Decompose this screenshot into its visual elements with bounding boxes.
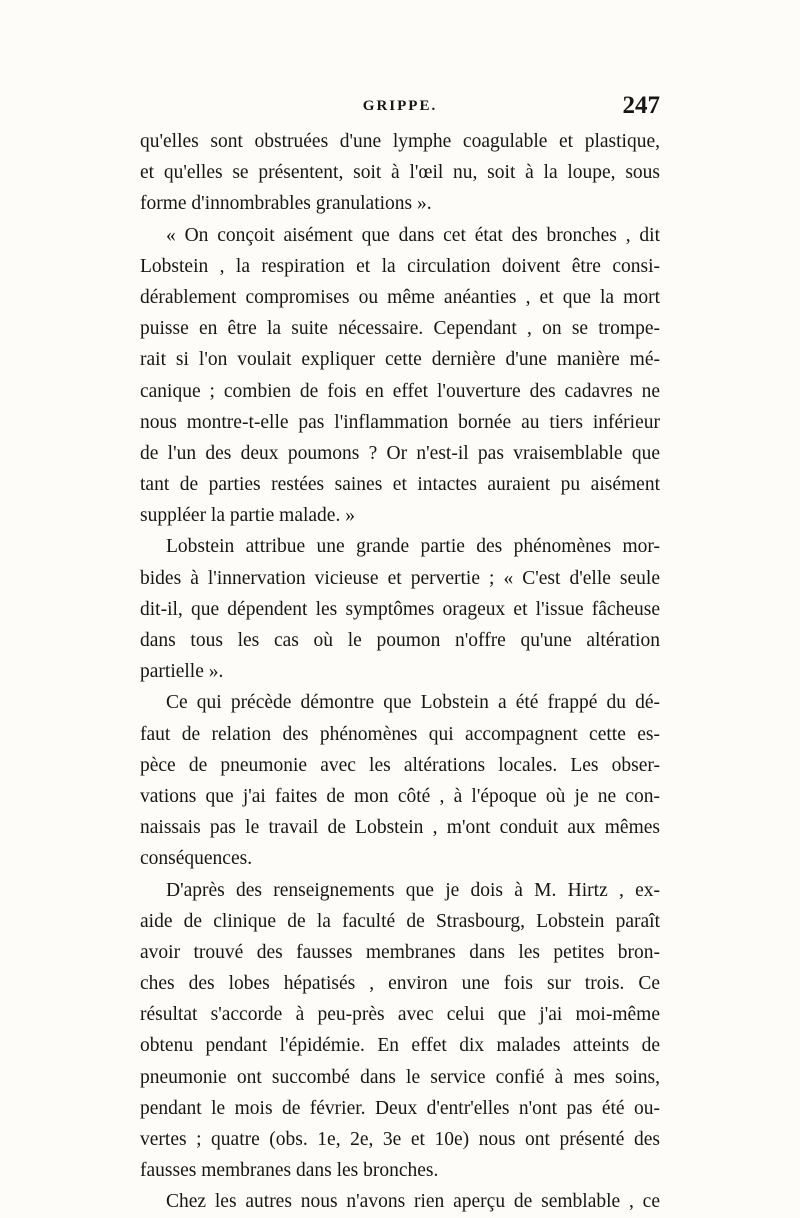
text-line: fausses membranes dans les bronches.: [140, 1160, 439, 1182]
text-line: bides à l'innervation vicieuse et pervertie ; « C'est d'elle seule: [140, 567, 660, 589]
text-line: et qu'elles se présentent, soit à l'œil nu, soit à la loupe, sous: [140, 162, 660, 184]
text-line: ches des lobes hépatisés , environ une fois sur trois. Ce: [140, 973, 660, 995]
text-line: puisse en être la suite nécessaire. Cependant , on se trompe-: [140, 318, 660, 340]
text-line: suppléer la partie malade. »: [140, 505, 355, 527]
text-line: pendant le mois de février. Deux d'entr'elles n'ont pas été ou-: [140, 1097, 660, 1119]
text-line: D'après des renseignements que je dois à M. Hirtz , ex-: [166, 879, 660, 901]
text-line: obtenu pendant l'épidémie. En effet dix malades atteints de: [140, 1035, 660, 1057]
text-line: forme d'innombrables granulations ».: [140, 193, 432, 215]
text-line: qu'elles sont obstruées d'une lymphe coagulable et plastique,: [140, 131, 660, 152]
text-line: vations que j'ai faites de mon côté , à l'époque où je ne con-: [140, 785, 660, 807]
text-line: dit-il, que dépendent les symptômes orageux et l'issue fâcheuse: [140, 598, 660, 620]
text-line: canique ; combien de fois en effet l'ouverture des cadavres ne: [140, 380, 660, 402]
text-line: conséquences.: [140, 848, 253, 870]
text-line: Lobstein attribue une grande partie des phénomènes mor-: [166, 536, 660, 558]
text-line: nous montre-t-elle pas l'inflammation bornée au tiers inférieur: [140, 411, 660, 433]
page-number: 247: [622, 92, 660, 119]
text-line: Ce qui précède démontre que Lobstein a été frappé du dé-: [166, 692, 660, 714]
text-line: partielle ».: [140, 661, 224, 683]
page-header: [140, 92, 660, 126]
text-line: dérablement compromises ou même anéanties , et que la mort: [140, 286, 660, 308]
text-line: Lobstein , la respiration et la circulation doivent être consi-: [140, 255, 660, 277]
text-line: aide de clinique de la faculté de Strasbourg, Lobstein paraît: [140, 910, 660, 932]
text-line: « On conçoit aisément que dans cet état des bronches , dit: [166, 224, 660, 246]
text-line: rait si l'on voulait expliquer cette dernière d'une manière mé-: [140, 349, 660, 371]
text-line: vertes ; quatre (obs. 1e, 2e, 3e et 10e) nous ont présenté des: [140, 1129, 660, 1150]
text-line: dans tous les cas où le poumon n'offre qu'une altération: [140, 630, 660, 651]
text-line: pèce de pneumonie avec les altérations locales. Les obser-: [140, 754, 660, 776]
text-line: résultat s'accorde à peu-près avec celui que j'ai moi-même: [140, 1004, 660, 1026]
text-line: tant de parties restées saines et intactes auraient pu aisément: [140, 474, 660, 496]
text-line: faut de relation des phénomènes qui accompagnent cette es-: [140, 723, 660, 745]
text-line: de l'un des deux poumons ? Or n'est-il pas vraisemblable que: [140, 442, 660, 464]
text-line: avoir trouvé des fausses membranes dans les petites bron-: [140, 941, 660, 963]
text-line: pneumonie ont succombé dans le service confié à mes soins,: [140, 1066, 660, 1088]
text-line: Chez les autres nous n'avons rien aperçu de semblable , ce: [166, 1191, 660, 1213]
running-head: GRIPPE.: [362, 98, 438, 114]
text-line: naissais pas le travail de Lobstein , m'ont conduit aux mêmes: [140, 817, 660, 839]
body-text: [140, 126, 660, 1218]
